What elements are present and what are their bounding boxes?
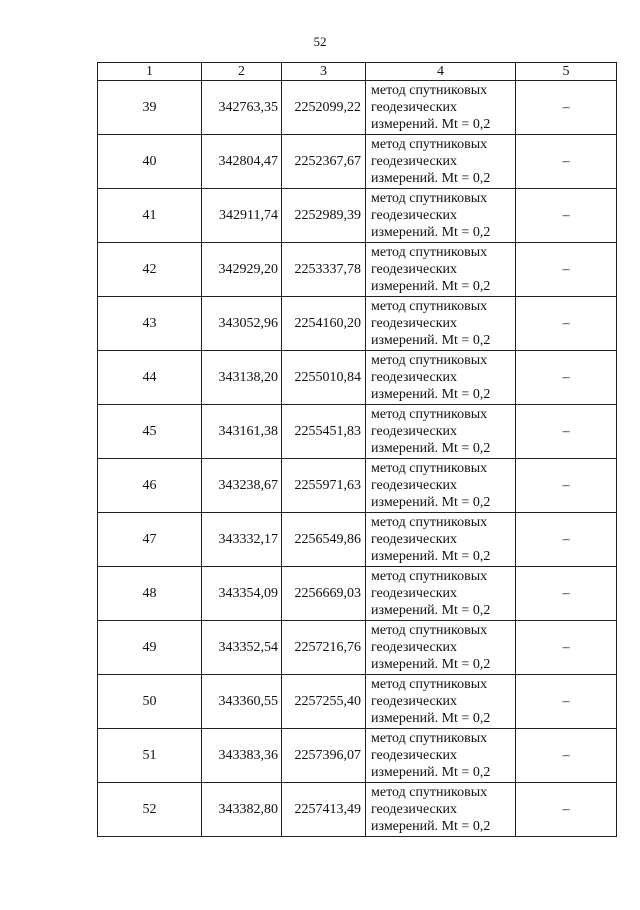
- method-text: метод спутниковых геодезических измерений. Mt = 0,2: [371, 515, 491, 564]
- method-cell: [366, 513, 516, 567]
- method-text: метод спутниковых геодезических измерений. Mt = 0,2: [371, 461, 491, 510]
- method-text: метод спутниковых геодезических измерений. Mt = 0,2: [371, 299, 491, 348]
- method-cell: [366, 621, 516, 675]
- point-number-cell: 39: [98, 81, 202, 135]
- note-cell: –: [516, 675, 617, 729]
- method-cell: [366, 135, 516, 189]
- x-coordinate-cell: 343383,36: [202, 729, 282, 783]
- method-cell: [366, 243, 516, 297]
- table-row: [98, 567, 617, 621]
- table-row: [98, 81, 617, 135]
- y-coordinate-cell: 2252989,39: [282, 189, 366, 243]
- note-cell: –: [516, 81, 617, 135]
- table-row: [98, 189, 617, 243]
- method-text: метод спутниковых геодезических измерений. Mt = 0,2: [371, 191, 491, 240]
- method-cell: [366, 189, 516, 243]
- note-cell: –: [516, 621, 617, 675]
- point-number-cell: 42: [98, 243, 202, 297]
- y-coordinate-cell: 2256669,03: [282, 567, 366, 621]
- x-coordinate-cell: 343238,67: [202, 459, 282, 513]
- table-row: [98, 729, 617, 783]
- y-coordinate-cell: 2252099,22: [282, 81, 366, 135]
- method-text: метод спутниковых геодезических измерений. Mt = 0,2: [371, 83, 491, 132]
- note-cell: –: [516, 135, 617, 189]
- coordinates-table-container: [97, 62, 617, 837]
- y-coordinate-cell: 2254160,20: [282, 297, 366, 351]
- method-text: метод спутниковых геодезических измерений. Mt = 0,2: [371, 137, 491, 186]
- point-number-cell: 45: [98, 405, 202, 459]
- y-coordinate-cell: 2255010,84: [282, 351, 366, 405]
- point-number-cell: 44: [98, 351, 202, 405]
- method-cell: [366, 351, 516, 405]
- y-coordinate-cell: 2257216,76: [282, 621, 366, 675]
- coordinates-table: [97, 62, 617, 837]
- point-number-cell: 46: [98, 459, 202, 513]
- table-row: [98, 675, 617, 729]
- x-coordinate-cell: 343332,17: [202, 513, 282, 567]
- table-row: [98, 783, 617, 837]
- note-cell: –: [516, 459, 617, 513]
- x-coordinate-cell: 342763,35: [202, 81, 282, 135]
- point-number-cell: 50: [98, 675, 202, 729]
- column-header-3: 3: [282, 63, 366, 81]
- table-row: [98, 459, 617, 513]
- y-coordinate-cell: 2252367,67: [282, 135, 366, 189]
- method-text: метод спутниковых геодезических измерений. Mt = 0,2: [371, 785, 491, 834]
- note-cell: –: [516, 729, 617, 783]
- y-coordinate-cell: 2253337,78: [282, 243, 366, 297]
- y-coordinate-cell: 2257255,40: [282, 675, 366, 729]
- method-text: метод спутниковых геодезических измерений. Mt = 0,2: [371, 407, 491, 456]
- method-text: метод спутниковых геодезических измерений. Mt = 0,2: [371, 677, 491, 726]
- method-cell: [366, 567, 516, 621]
- table-row: [98, 243, 617, 297]
- y-coordinate-cell: 2256549,86: [282, 513, 366, 567]
- table-row: [98, 405, 617, 459]
- table-row: [98, 621, 617, 675]
- point-number-cell: 51: [98, 729, 202, 783]
- point-number-cell: 41: [98, 189, 202, 243]
- note-cell: –: [516, 405, 617, 459]
- x-coordinate-cell: 343052,96: [202, 297, 282, 351]
- method-cell: [366, 783, 516, 837]
- method-text: метод спутниковых геодезических измерений. Mt = 0,2: [371, 623, 491, 672]
- y-coordinate-cell: 2257413,49: [282, 783, 366, 837]
- y-coordinate-cell: 2255971,63: [282, 459, 366, 513]
- y-coordinate-cell: 2257396,07: [282, 729, 366, 783]
- table-row: [98, 135, 617, 189]
- column-header-2: 2: [202, 63, 282, 81]
- x-coordinate-cell: 343360,55: [202, 675, 282, 729]
- method-text: метод спутниковых геодезических измерений. Mt = 0,2: [371, 731, 491, 780]
- column-header-5: 5: [516, 63, 617, 81]
- table-row: [98, 351, 617, 405]
- x-coordinate-cell: 343382,80: [202, 783, 282, 837]
- note-cell: –: [516, 189, 617, 243]
- table-row: [98, 297, 617, 351]
- note-cell: –: [516, 297, 617, 351]
- table-body: [98, 81, 617, 837]
- point-number-cell: 49: [98, 621, 202, 675]
- note-cell: –: [516, 783, 617, 837]
- header-row: [98, 63, 617, 81]
- x-coordinate-cell: 343161,38: [202, 405, 282, 459]
- point-number-cell: 48: [98, 567, 202, 621]
- x-coordinate-cell: 343354,09: [202, 567, 282, 621]
- method-text: метод спутниковых геодезических измерений. Mt = 0,2: [371, 353, 491, 402]
- method-cell: [366, 729, 516, 783]
- x-coordinate-cell: 343352,54: [202, 621, 282, 675]
- method-cell: [366, 297, 516, 351]
- x-coordinate-cell: 342929,20: [202, 243, 282, 297]
- method-cell: [366, 405, 516, 459]
- point-number-cell: 43: [98, 297, 202, 351]
- note-cell: –: [516, 351, 617, 405]
- point-number-cell: 40: [98, 135, 202, 189]
- table-header: [98, 63, 617, 81]
- x-coordinate-cell: 342911,74: [202, 189, 282, 243]
- x-coordinate-cell: 342804,47: [202, 135, 282, 189]
- x-coordinate-cell: 343138,20: [202, 351, 282, 405]
- note-cell: –: [516, 243, 617, 297]
- method-cell: [366, 81, 516, 135]
- column-header-1: 1: [98, 63, 202, 81]
- point-number-cell: 47: [98, 513, 202, 567]
- page-number: 52: [313, 34, 327, 49]
- point-number-cell: 52: [98, 783, 202, 837]
- note-cell: –: [516, 513, 617, 567]
- method-text: метод спутниковых геодезических измерений. Mt = 0,2: [371, 245, 491, 294]
- method-cell: [366, 459, 516, 513]
- column-header-4: 4: [366, 63, 516, 81]
- method-text: метод спутниковых геодезических измерений. Mt = 0,2: [371, 569, 491, 618]
- method-cell: [366, 675, 516, 729]
- table-row: [98, 513, 617, 567]
- note-cell: –: [516, 567, 617, 621]
- y-coordinate-cell: 2255451,83: [282, 405, 366, 459]
